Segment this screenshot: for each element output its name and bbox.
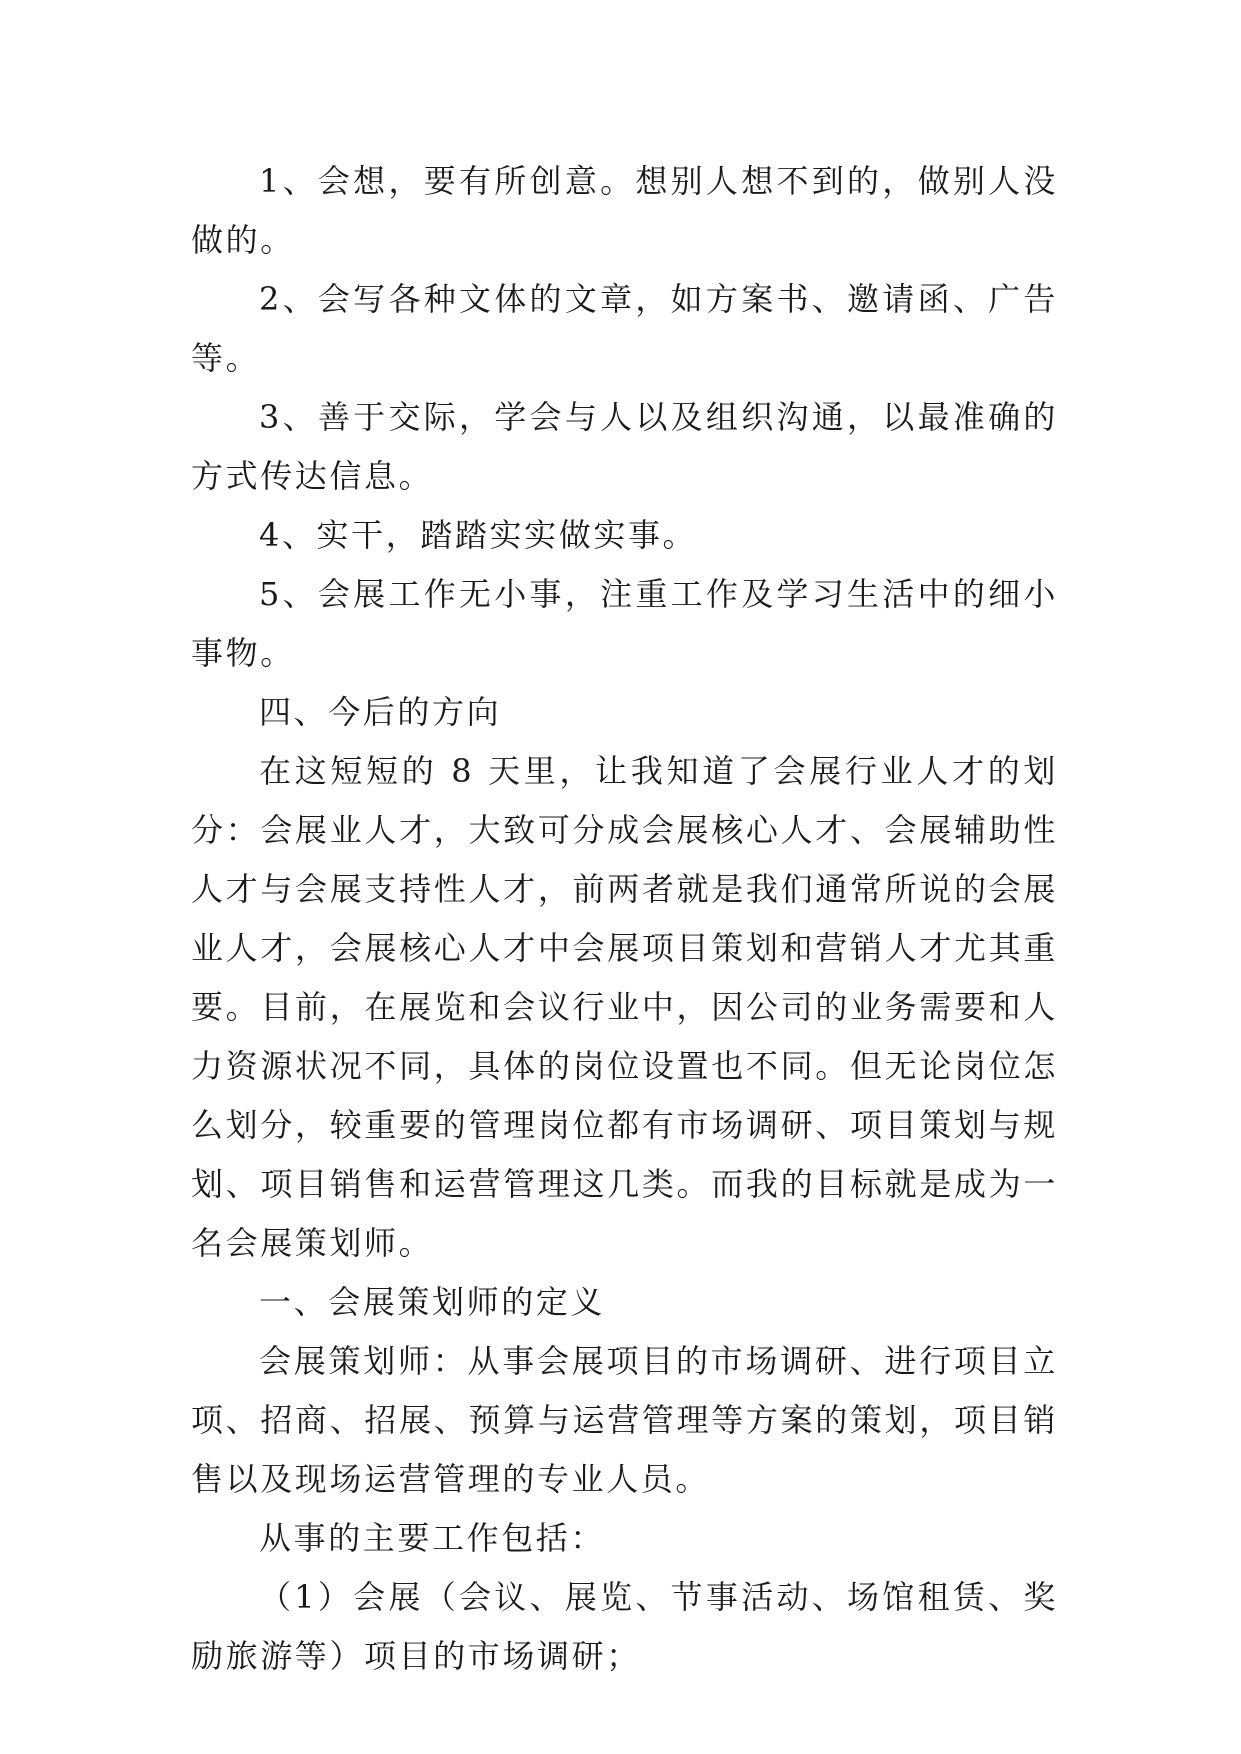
paragraph-main-work-intro: 从事的主要工作包括： bbox=[259, 1519, 606, 1557]
paragraph-definition: 会展策划师：从事会展项目的市场调研、进行项目立项、招商、招展、预算与运营管理等方案的策划，项目销售以及现场运营管理的专业人员。 bbox=[191, 1342, 1058, 1498]
paragraph-talent-division: 在这短短的 8 天里，让我知道了会展行业人才的划分：会展业人才，大致可分成会展核心人才、会展辅助性人才与会展支持性人才，前两者就是我们通常所说的会展业人才，会展核心人才中会展项目策划和营销人才尤其重要。目前，在展览和会议行业中，因公司的业务需要和人力资源状况不同，具体的岗位设置也不同。但无论岗位怎么划分，较重要的管理岗位都有市场调研、项目策划与规划、项目销售和运营管理这几类。而我的目标就是成为一名会展策划师。 bbox=[191, 752, 1058, 1262]
document-body bbox=[191, 152, 1058, 1686]
list-item-work-1: （1）会展（会议、展览、节事活动、场馆租赁、奖励旅游等）项目的市场调研； bbox=[191, 1578, 1058, 1675]
list-item-3: 3、善于交际，学会与人以及组织沟通，以最准确的方式传达信息。 bbox=[191, 398, 1058, 495]
list-item-1: 1、会想，要有所创意。想别人想不到的，做别人没做的。 bbox=[191, 162, 1058, 259]
list-item-5: 5、会展工作无小事，注重工作及学习生活中的细小事物。 bbox=[191, 575, 1058, 672]
list-item-2: 2、会写各种文体的文章，如方案书、邀请函、广告等。 bbox=[191, 280, 1058, 377]
section-heading-definition: 一、会展策划师的定义 bbox=[259, 1283, 606, 1321]
section-heading-future-direction: 四、今后的方向 bbox=[259, 693, 502, 731]
list-item-4: 4、实干，踏踏实实做实事。 bbox=[259, 516, 698, 554]
